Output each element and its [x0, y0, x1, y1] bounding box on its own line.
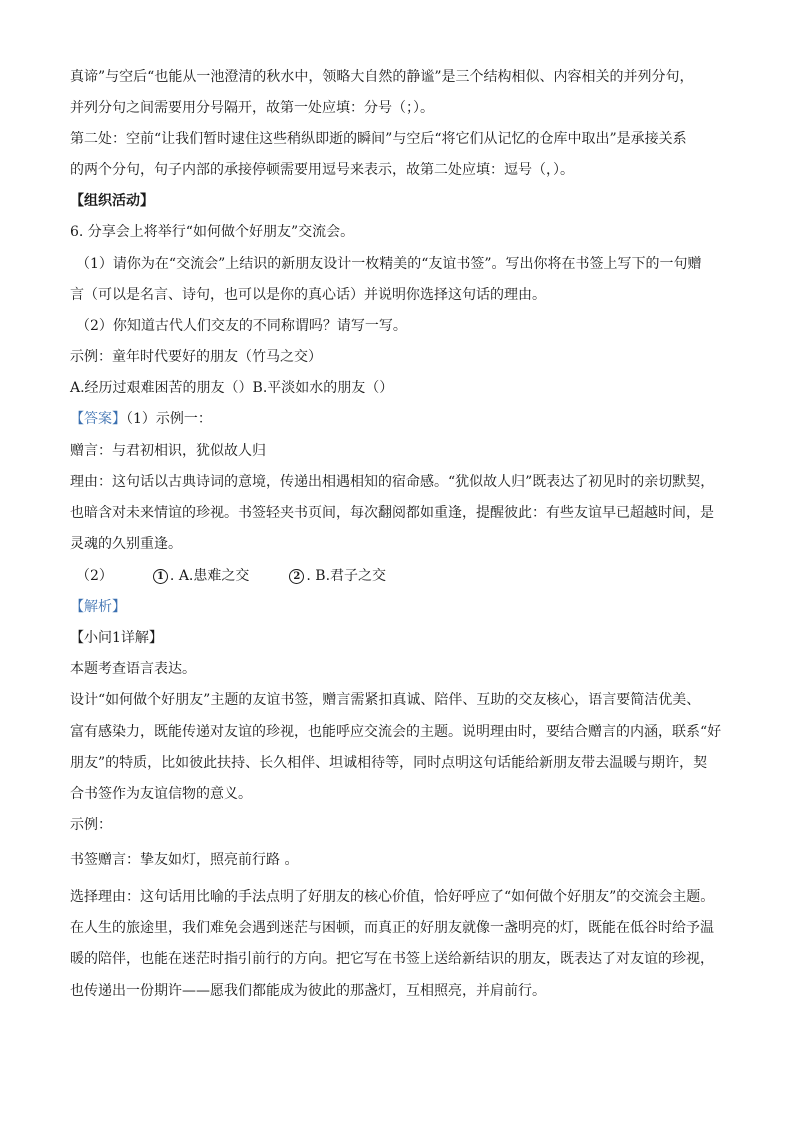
- question-6-part-1: （1）请你为在“交流会”上结识的新朋友设计一枚精美的“友谊书签”。写出你将在书签上写下的一句赠: [76, 256, 702, 272]
- circled-number: 2: [289, 569, 304, 584]
- gift-line: 赠言：与君初相识，犹似故人归: [70, 443, 266, 459]
- text-line: 第二处：空前“让我们暂时逮住这些稍纵即逝的瞬间”与空后“将它们从记忆的仓库中取出”是承接关系: [70, 131, 687, 147]
- answer-line: [70, 409, 212, 429]
- circled-number: 1: [153, 569, 168, 584]
- reason-line: 也暗含对未来情谊的珍视。书签轻夹书页间，每次翻阅都如重逢，提醒彼此：有些友谊早已超越时间，是: [70, 505, 714, 521]
- sub-question-title: 【小问1详解】: [70, 630, 163, 646]
- answer-tag: 【答案】: [70, 411, 126, 427]
- reason-line: 灵魂的久别重逢。: [70, 536, 182, 552]
- text-line: 本题考查语言表达。: [70, 661, 196, 677]
- text-line: 也传递出一份期许——愿我们都能成为彼此的那盏灯，互相照亮，并肩前行。: [70, 983, 546, 999]
- text-line: 的两个分句，句子内部的承接停顿需要用逗号来表示，故第二处应填：逗号（，）。: [70, 162, 574, 178]
- text-line: 朋友”的特质，比如彼此扶持、长久相伴、坦诚相待等，同时点明这句话能给新朋友带去温暖与期许，契: [70, 755, 708, 771]
- question-6: 6. 分享会上将举行“如何做个好朋友”交流会。: [70, 224, 355, 240]
- text-line: 选择理由：这句话用比喻的手法点明了好朋友的核心价值，恰好呼应了“如何做个好朋友”的交流会主题。: [70, 889, 715, 905]
- text-line: 真谛”与空后“也能从一池澄清的秋水中，领略大自然的静谧”是三个结构相似、内容相关的并列分句，: [70, 69, 694, 85]
- answer-part-1: （1）示例一：: [126, 411, 212, 427]
- analysis-tag: 【解析】: [70, 599, 126, 615]
- example-line: 示例：: [70, 817, 112, 833]
- options-line: A.经历过艰难困苦的朋友（）B.平淡如水的朋友（）: [70, 380, 394, 396]
- answer-2-b: . B.君子之交: [306, 568, 387, 584]
- text-line: 富有感染力，既能传递对友谊的珍视，也能呼应交流会的主题。说明理由时，要结合赠言的内涵，联系“好: [70, 724, 722, 740]
- example-line: 示例：童年时代要好的朋友（竹马之交）: [70, 349, 322, 365]
- answer-2-prefix: （2）: [76, 568, 113, 584]
- text-line: 并列分句之间需要用分号隔开，故第一处应填：分号（；）。: [70, 100, 434, 116]
- text-line: 暖的陪伴，也能在迷茫时指引前行的方向。把它写在书签上送给新结识的朋友，既表达了对友谊的珍视，: [70, 951, 714, 967]
- bookmark-line: 书签赠言：挚友如灯，照亮前行路 。: [70, 852, 299, 868]
- text-line: 设计“如何做个好朋友”主题的友谊书签，赠言需紧扣真诚、陪伴、互助的交友核心，语言要简洁优美、: [70, 692, 701, 708]
- text-line: 合书签作为友谊信物的意义。: [70, 786, 252, 802]
- question-6-part-2: （2）你知道古代人们交友的不同称谓吗？请写一写。: [76, 318, 407, 334]
- reason-line: 理由：这句话以古典诗词的意境，传递出相遇相知的宿命感。“犹似故人归”既表达了初见时的亲切默契，: [70, 474, 715, 490]
- text-line: 在人生的旅途里，我们难免会遇到迷茫与困顿，而真正的好朋友就像一盏明亮的灯，既能在低谷时给予温: [70, 920, 714, 936]
- question-6-part-1: 言（可以是名言、诗句，也可以是你的真心话）并说明你选择这句话的理由。: [70, 287, 546, 303]
- answer-2-a: . A.患难之交: [169, 568, 250, 584]
- answer-part-2: [76, 566, 386, 586]
- section-title: 【组织活动】: [70, 193, 154, 209]
